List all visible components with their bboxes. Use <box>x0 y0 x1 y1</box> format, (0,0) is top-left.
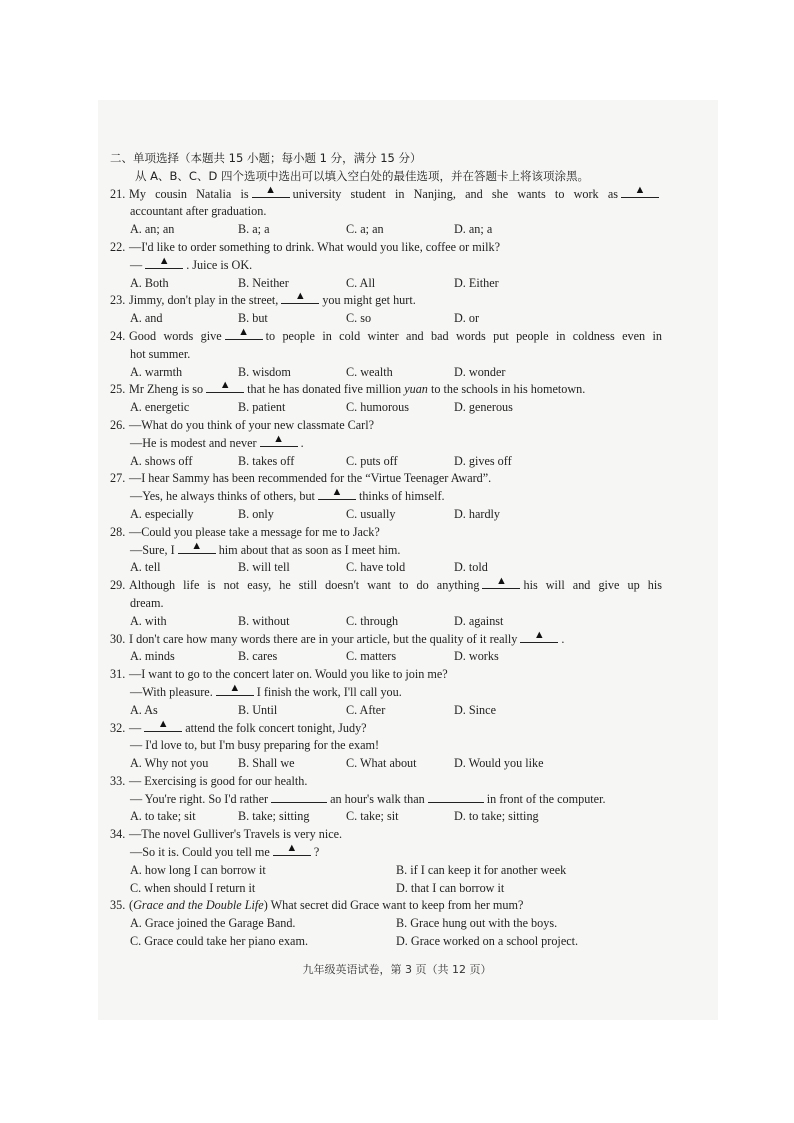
option-a[interactable]: A. warmth <box>130 364 183 379</box>
answer-blank: ▲ <box>216 684 254 696</box>
question-25: 25. Mr Zheng is so ▲ that he has donated five million yuan to the schools in his hometown. A. energetic B. patient C. humorous D. generous <box>110 381 662 417</box>
question-30: 30. I don't care how many words there are in your article, but the quality of it really ▲ . A. minds B. cares C. matters D. works <box>110 631 662 667</box>
option-b[interactable]: B. Neither <box>238 275 289 290</box>
option-b[interactable]: B. without <box>238 613 290 628</box>
option-a[interactable]: A. Both <box>130 275 169 290</box>
option-b[interactable]: B. Grace hung out with the boys. <box>396 916 558 931</box>
options-row <box>110 702 662 720</box>
option-d[interactable]: D. Since <box>454 702 496 717</box>
question-35: 35. (Grace and the Double Life) What secret did Grace want to keep from her mum? A. Grace joined the Garage Band. B. Grace hung out with the boys. C. Grace could take her piano exam. D. Grace worked on a school project. <box>110 897 662 950</box>
options-row <box>110 915 662 933</box>
options-row <box>110 275 662 293</box>
option-d[interactable]: D. or <box>454 311 480 326</box>
question-23: 23. Jimmy, don't play in the street, ▲ you might get hurt. A. and B. but C. so D. or <box>110 292 662 328</box>
option-b[interactable]: B. a; a <box>238 222 270 237</box>
option-c[interactable]: C. wealth <box>346 364 393 379</box>
options-row <box>110 221 662 239</box>
option-d[interactable]: D. generous <box>454 400 513 415</box>
answer-blank <box>271 791 327 803</box>
option-a[interactable]: A. with <box>130 613 167 628</box>
options-row <box>110 648 662 666</box>
option-c[interactable]: C. puts off <box>346 453 398 468</box>
option-a[interactable]: A. an; an <box>130 222 175 237</box>
question-33: 33. — Exercising is good for our health. — You're right. So I'd rather an hour's walk than in front of the computer. A. to take; sit B. take; sitting C. take; sit D. to take; sitting <box>110 773 662 826</box>
option-a[interactable]: A. energetic <box>130 400 190 415</box>
answer-blank: ▲ <box>482 577 520 589</box>
question-26: 26. —What do you think of your new classmate Carl? —He is modest and never ▲ . A. shows off B. takes off C. puts off D. gives off <box>110 417 662 470</box>
answer-blank: ▲ <box>145 257 183 269</box>
option-b[interactable]: B. but <box>238 311 268 326</box>
options-row <box>110 506 662 524</box>
page-footer: 九年级英语试卷，第 3 页（共 12 页） <box>302 963 492 976</box>
options-row <box>110 559 662 577</box>
option-a[interactable]: A. Grace joined the Garage Band. <box>130 916 296 931</box>
option-d[interactable]: D. Would you like <box>454 756 544 771</box>
option-c[interactable]: C. so <box>346 311 372 326</box>
option-c[interactable]: C. through <box>346 613 399 628</box>
answer-blank: ▲ <box>281 292 319 304</box>
options-row <box>110 310 662 328</box>
option-d[interactable]: D. hardly <box>454 506 501 521</box>
option-c[interactable]: C. usually <box>346 506 396 521</box>
question-34: 34. —The novel Gulliver's Travels is very nice. —So it is. Could you tell me ▲ ? A. how long I can borrow it B. if I can keep it for another week C. when should I return it D. that I can borrow it <box>110 826 662 897</box>
answer-blank: ▲ <box>178 542 216 554</box>
answer-blank: ▲ <box>260 435 298 447</box>
option-b[interactable]: B. Shall we <box>238 756 295 771</box>
option-b[interactable]: B. if I can keep it for another week <box>396 862 567 877</box>
question-24: 24. Good words give ▲ to people in cold winter and bad words put people in coldness even in hot summer. A. warmth B. wisdom C. wealth D. wonder <box>110 328 662 381</box>
option-a[interactable]: A. shows off <box>130 453 193 468</box>
option-c[interactable]: C. when should I return it <box>130 880 256 895</box>
option-b[interactable]: B. take; sitting <box>238 809 310 824</box>
option-a[interactable]: A. and <box>130 311 163 326</box>
option-d[interactable]: D. an; a <box>454 222 493 237</box>
option-a[interactable]: A. especially <box>130 506 194 521</box>
section-instruction: 从 A、B、C、D 四个选项中选出可以填入空白处的最佳选项，并在答题卡上将该项涂黑。 <box>135 168 589 183</box>
option-d[interactable]: D. Either <box>454 275 499 290</box>
options-row <box>110 613 662 631</box>
question-29: 29. Although life is not easy, he still doesn't want to do anything ▲ his will and give up his dream. A. with B. without C. through D. against <box>110 577 662 630</box>
option-a[interactable]: A. to take; sit <box>130 809 196 824</box>
section-title: 二、单项选择（本题共 15 小题；每小题 1 分，满分 15 分） <box>110 151 422 165</box>
question-21: 21. My cousin Natalia is ▲ university student in Nanjing, and she wants to work as ▲ accountant after graduation. A. an; an B. a; a C. a; an D. an; a <box>110 186 662 239</box>
option-b[interactable]: B. Until <box>238 702 278 717</box>
option-d[interactable]: D. told <box>454 560 488 575</box>
question-32: 32. — ▲ attend the folk concert tonight, Judy? — I'd love to, but I'm busy preparing for the exam! A. Why not you B. Shall we C. What about D. Would you like <box>110 720 662 773</box>
answer-blank: ▲ <box>252 186 290 198</box>
options-row <box>110 933 662 951</box>
option-d[interactable]: D. that I can borrow it <box>396 880 505 895</box>
option-c[interactable]: C. humorous <box>346 400 409 415</box>
question-22: 22. —I'd like to order something to drink. What would you like, coffee or milk? — ▲ . Juice is OK. A. Both B. Neither C. All D. Either <box>110 239 662 292</box>
answer-blank <box>428 791 484 803</box>
option-b[interactable]: B. takes off <box>238 453 295 468</box>
option-c[interactable]: C. a; an <box>346 222 384 237</box>
options-row <box>110 880 662 898</box>
option-c[interactable]: C. What about <box>346 756 417 771</box>
option-b[interactable]: B. wisdom <box>238 364 291 379</box>
option-a[interactable]: A. minds <box>130 649 175 664</box>
question-28: 28. —Could you please take a message for me to Jack? —Sure, I ▲ him about that as soon as I meet him. A. tell B. will tell C. have told D. told <box>110 524 662 577</box>
option-a[interactable]: A. tell <box>130 560 161 575</box>
option-c[interactable]: C. matters <box>346 649 397 664</box>
options-row <box>110 364 662 382</box>
options-row <box>110 808 662 826</box>
answer-blank: ▲ <box>206 381 244 393</box>
option-d[interactable]: D. works <box>454 649 499 664</box>
option-b[interactable]: B. patient <box>238 400 286 415</box>
option-b[interactable]: B. only <box>238 506 274 521</box>
options-row <box>110 755 662 773</box>
question-27: 27. —I hear Sammy has been recommended for the “Virtue Teenager Award”. —Yes, he always thinks of others, but ▲ thinks of himself. A. especially B. only C. usually D. hardly <box>110 470 662 523</box>
answer-blank: ▲ <box>318 488 356 500</box>
option-d[interactable]: D. against <box>454 613 504 628</box>
option-a[interactable]: A. how long I can borrow it <box>130 862 266 877</box>
options-row <box>110 399 662 417</box>
option-c[interactable]: C. After <box>346 702 386 717</box>
options-row <box>110 862 662 880</box>
answer-blank: ▲ <box>621 186 659 198</box>
option-d[interactable]: D. wonder <box>454 364 506 379</box>
option-a[interactable]: A. As <box>130 702 158 717</box>
answer-blank: ▲ <box>520 631 558 643</box>
options-row <box>110 453 662 471</box>
answer-blank: ▲ <box>225 328 263 340</box>
option-d[interactable]: D. Grace worked on a school project. <box>396 934 579 949</box>
option-a[interactable]: A. Why not you <box>130 756 209 771</box>
answer-blank: ▲ <box>273 844 311 856</box>
option-d[interactable]: D. to take; sitting <box>454 809 539 824</box>
option-c[interactable]: C. Grace could take her piano exam. <box>130 934 308 949</box>
option-d[interactable]: D. gives off <box>454 453 512 468</box>
question-section <box>110 150 662 951</box>
option-c[interactable]: C. take; sit <box>346 809 399 824</box>
answer-blank: ▲ <box>144 720 182 732</box>
option-b[interactable]: B. will tell <box>238 560 290 575</box>
option-b[interactable]: B. cares <box>238 649 278 664</box>
question-31: 31. —I want to go to the concert later on. Would you like to join me? —With pleasure. ▲ I finish the work, I'll call you. A. As B. Until C. After D. Since <box>110 666 662 719</box>
option-c[interactable]: C. All <box>346 275 376 290</box>
option-c[interactable]: C. have told <box>346 560 406 575</box>
